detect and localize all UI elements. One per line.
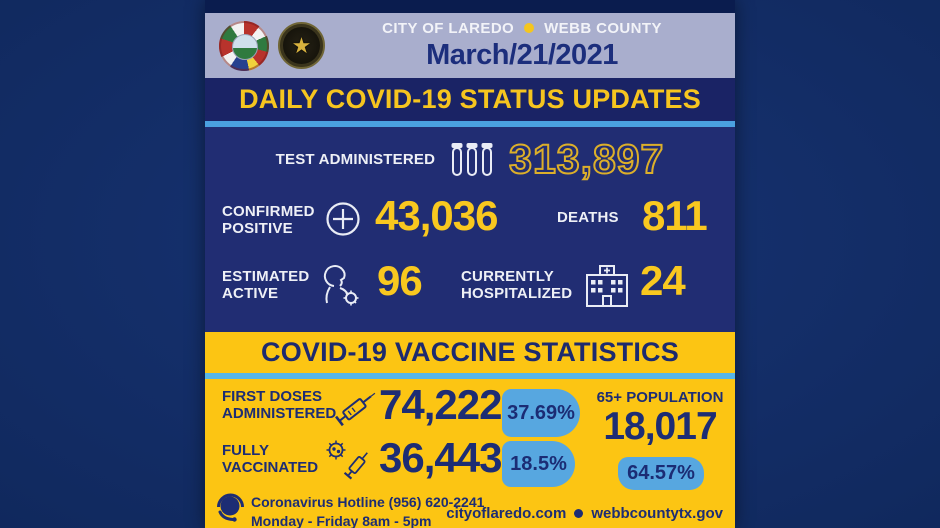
header-text-block	[325, 20, 725, 72]
status-title-band	[205, 78, 735, 121]
top-strip	[205, 0, 735, 13]
report-date: March/21/2021	[426, 38, 618, 71]
senior-population-label: 65+ POPULATION	[596, 389, 724, 406]
first-doses-percent-badge: 37.69%	[502, 389, 580, 437]
fully-vaccinated-percent-badge: 18.5%	[502, 441, 575, 487]
first-doses-value: 74,222	[379, 381, 502, 428]
deaths-label: DEATHS	[557, 209, 619, 226]
status-body	[205, 127, 735, 332]
hospital-building-icon	[582, 262, 632, 309]
first-doses-label: FIRST DOSES ADMINISTERED	[222, 388, 337, 423]
tests-value: 313,897	[509, 136, 665, 182]
vaccine-title-band	[205, 332, 735, 373]
virus-syringe-icon	[323, 437, 375, 481]
city-of-laredo-seal-logo	[219, 21, 269, 71]
vaccine-body	[205, 379, 735, 528]
syringe-icon	[331, 386, 381, 430]
hotline-number: Coronavirus Hotline (956) 620-2241	[251, 494, 485, 510]
separator-dot-icon	[574, 509, 583, 518]
tests-label: TEST ADMINISTERED	[275, 150, 436, 168]
test-tubes-icon	[449, 140, 495, 180]
headset-hotline-icon	[214, 491, 247, 523]
county-website: webbcountytx.gov	[591, 505, 723, 522]
senior-percent-badge: 64.57%	[618, 457, 704, 490]
city-name: CITY OF LAREDO	[382, 19, 515, 37]
websites	[446, 505, 723, 522]
estimated-active-value: 96	[377, 257, 422, 304]
webb-county-seal-logo	[278, 22, 325, 69]
confirmed-positive-label: CONFIRMED POSITIVE	[222, 203, 315, 238]
deaths-value: 811	[642, 192, 707, 239]
covid-status-infographic	[205, 0, 735, 528]
vaccine-section-title: COVID-19 VACCINE STATISTICS	[261, 337, 679, 367]
coughing-person-icon	[318, 261, 366, 309]
fully-vaccinated-label: FULLY VACCINATED	[222, 442, 319, 477]
confirmed-positive-value: 43,036	[375, 192, 498, 239]
star-icon: ★	[291, 32, 312, 58]
city-website: cityoflaredo.com	[446, 505, 567, 522]
estimated-active-label: ESTIMATED ACTIVE	[222, 268, 310, 303]
currently-hospitalized-value: 24	[640, 257, 685, 304]
county-name: WEBB COUNTY	[544, 19, 662, 37]
senior-population-value: 18,017	[603, 405, 717, 448]
tests-row	[205, 136, 735, 182]
separator-dot-icon	[524, 23, 534, 33]
hotline-hours: Monday - Friday 8am - 5pm	[251, 512, 432, 528]
fully-vaccinated-value: 36,443	[379, 434, 502, 481]
status-section-title: DAILY COVID-19 STATUS UPDATES	[239, 84, 701, 114]
org-names	[325, 20, 719, 37]
plus-circle-icon	[324, 200, 362, 238]
currently-hospitalized-label: CURRENTLY HOSPITALIZED	[461, 268, 573, 303]
header-bar	[205, 13, 735, 78]
